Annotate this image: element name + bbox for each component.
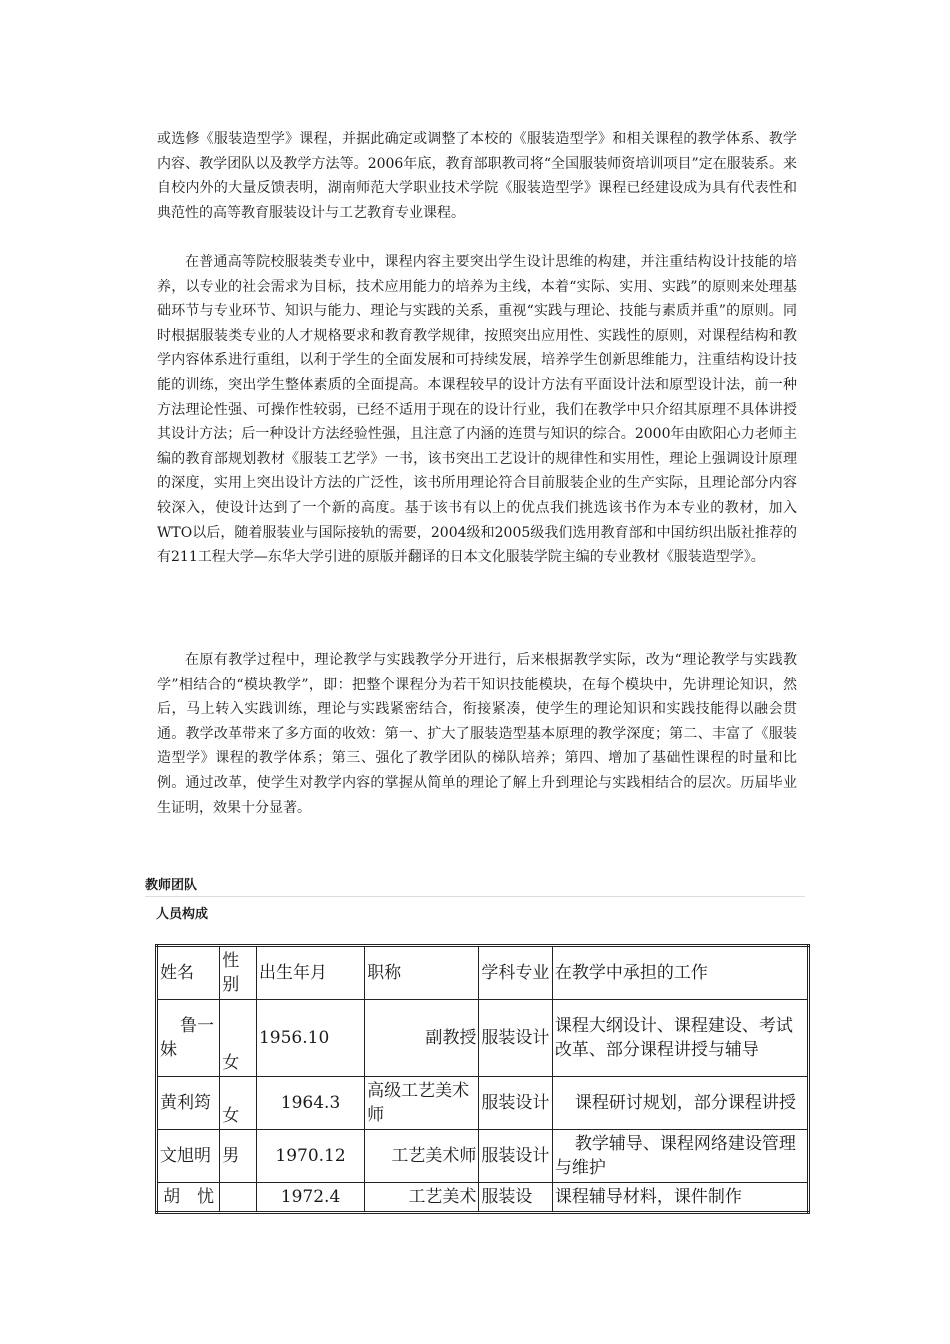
cell-name: 胡 忧 [157, 1183, 220, 1213]
paragraph-course-content: 在普通高等院校服装类专业中，课程内容主要突出学生设计思维的构建，并注重结构设计技能的培养，以专业的社会需求为目标，技术应用能力的培养为主线，本着“实际、实用、实践”的原则来处理基础环节与专业环节、知识与能力、理论与实践的关系，重视“实践与理论、技能与素质并重”的原则。同时根据服装类专业的人才规格要求和教育教学规律，按照突出应用性、实践性的原则，对课程结构和教学内容体系进行重组，以利于学生的全面发展和可持续发展，培养学生创新思维能力，注重结构设计技能的训练，突出学生整体素质的全面提高。本课程较早的设计方法有平面设计法和原型设计法，前一种方法理论性强、可操作性较弱，已经不适用于现在的设计行业，我们在教学中只介绍其原理不具体讲授其设计方法；后一种设计方法经验性强，且注意了内涵的连贯与知识的综合。2000年由欧阳心力老师主编的教育部规划教材《服装工艺学》一书，该书突出工艺设计的规律性和实用性，理论上强调设计原理的深度，实用上突出设计方法的广泛性，该书所用理论符合目前服装企业的生产实际，且理论部分内容较深入，使设计达到了一个新的高度。基于该书有以上的优点我们挑选该书作为本专业的教材，加入WTO以后，随着服装业与国际接轨的需要，2004级和2005级我们选用教育部和中国纺织出版社推荐的有211工程大学—东华大学引进的原版并翻译的日本文化服装学院主编的专业教材《服装造型学》。 [157, 254, 797, 566]
header-title: 职称 [365, 946, 479, 1000]
header-name: 姓名 [157, 946, 220, 1000]
cell-work: 课程研讨规划，部分课程讲授 [552, 1077, 808, 1130]
cell-work: 教学辅导、课程网络建设管理与维护 [552, 1130, 808, 1183]
table-row [157, 1183, 809, 1213]
cell-work: 课程辅导材料，课件制作 [552, 1183, 808, 1213]
header-major: 学科专业 [479, 946, 552, 1000]
cell-major: 服装设 [479, 1183, 552, 1213]
cell-title: 副教授 [365, 1000, 479, 1077]
cell-major: 服装设计 [479, 1130, 552, 1183]
cell-birth: 1972.4 [256, 1183, 364, 1213]
cell-gender: 男 [220, 1130, 257, 1183]
cell-title: 工艺美术师 [365, 1130, 479, 1183]
cell-gender: 女 [220, 1000, 257, 1077]
cell-name: 黄利筠 [157, 1077, 220, 1130]
paragraph-course-adoption: 或选修《服装造型学》课程，并据此确定或调整了本校的《服装造型学》和相关课程的教学体系、教学内容、教学团队以及教学方法等。2006年底，教育部职教司将“全国服装师资培训项目”定在服装系。来自校内外的大量反馈表明，湖南师范大学职业技术学院《服装造型学》课程已经建设成为具有代表性和典范性的高等教育服装设计与工艺教育专业课程。 [157, 131, 797, 221]
cell-gender [220, 1183, 257, 1213]
paragraph-teaching-reform: 在原有教学过程中，理论教学与实践教学分开进行，后来根据教学实际，改为“理论教学与实践教学”相结合的“模块教学”，即：把整个课程分为若干知识技能模块，在每个模块中，先讲理论知识，然后，马上转入实践训练，理论与实践紧密结合，衔接紧凑，使学生的理论知识和实践技能得以融会贯通。教学改革带来了多方面的收效：第一、扩大了服装造型基本原理的教学深度；第二、丰富了《服装造型学》课程的教学体系；第三、强化了教学团队的梯队培养；第四、增加了基础性课程的时量和比例。通过改革，使学生对教学内容的掌握从简单的理论了解上升到理论与实践相结合的层次。历届毕业生证明，效果十分显著。 [157, 652, 797, 816]
cell-major: 服装设计 [479, 1077, 552, 1130]
header-gender: 性别 [220, 946, 257, 1000]
cell-gender: 女 [220, 1077, 257, 1130]
cell-name: 文旭明 [157, 1130, 220, 1183]
cell-title: 工艺美术 [365, 1183, 479, 1213]
table-row [157, 1000, 809, 1077]
cell-title: 高级工艺美术师 [365, 1077, 479, 1130]
cell-work: 课程大纲设计、课程建设、考试改革、部分课程讲授与辅导 [552, 1000, 808, 1077]
header-work: 在教学中承担的工作 [552, 946, 808, 1000]
cell-birth: 1970.12 [256, 1130, 364, 1183]
cell-birth: 1964.3 [256, 1077, 364, 1130]
header-birth: 出生年月 [256, 946, 364, 1000]
table-header-row [157, 946, 809, 1000]
sub-title-staff-composition: 人员构成 [156, 907, 209, 922]
table-row [157, 1077, 809, 1130]
cell-birth: 1956.10 [256, 1000, 364, 1077]
cell-name: 鲁一妹 [157, 1000, 220, 1077]
staff-table [155, 944, 810, 1214]
cell-major: 服装设计 [479, 1000, 552, 1077]
section-title-teaching-team: 教师团队 [145, 874, 805, 897]
table-row [157, 1130, 809, 1183]
